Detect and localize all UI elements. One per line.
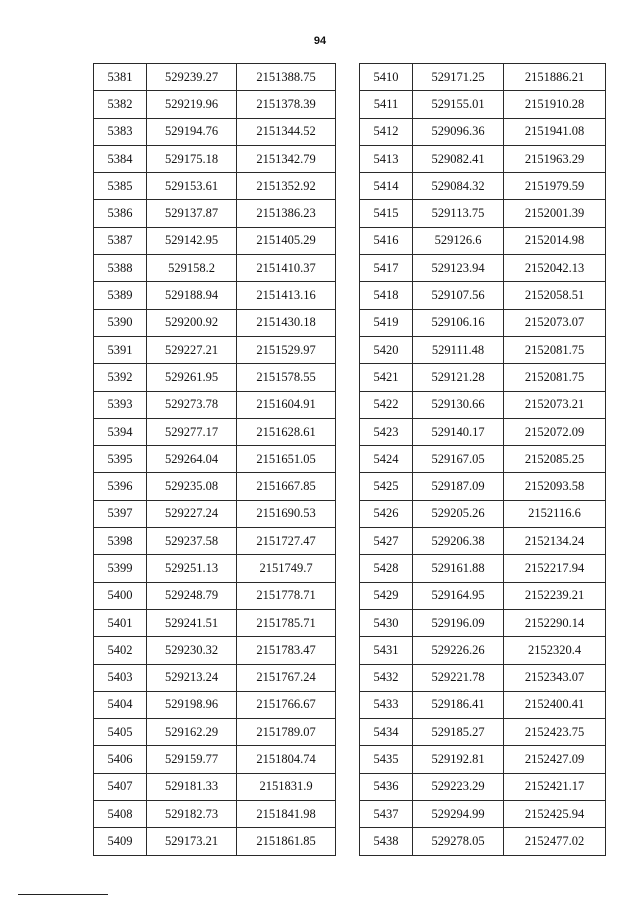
y-coordinate-cell: 2152072.09 (504, 418, 606, 445)
x-coordinate-cell: 529142.95 (147, 227, 237, 254)
x-coordinate-cell: 529161.88 (413, 555, 504, 582)
y-coordinate-cell: 2152081.75 (504, 336, 606, 363)
y-coordinate-cell: 2151979.59 (504, 173, 606, 200)
x-coordinate-cell: 529227.24 (147, 500, 237, 527)
table-row (94, 828, 336, 855)
y-coordinate-cell: 2152058.51 (504, 282, 606, 309)
y-coordinate-cell: 2151344.52 (237, 118, 336, 145)
x-coordinate-cell: 529241.51 (147, 609, 237, 636)
table-row (94, 473, 336, 500)
y-coordinate-cell: 2152014.98 (504, 227, 606, 254)
point-number-cell: 5429 (360, 582, 413, 609)
y-coordinate-cell: 2152423.75 (504, 719, 606, 746)
point-number-cell: 5384 (94, 145, 147, 172)
x-coordinate-cell: 529167.05 (413, 446, 504, 473)
table-row (360, 609, 606, 636)
point-number-cell: 5409 (94, 828, 147, 855)
y-coordinate-cell: 2151861.85 (237, 828, 336, 855)
table-row (94, 200, 336, 227)
x-coordinate-cell: 529182.73 (147, 801, 237, 828)
point-number-cell: 5390 (94, 309, 147, 336)
x-coordinate-cell: 529294.99 (413, 801, 504, 828)
x-coordinate-cell: 529223.29 (413, 773, 504, 800)
point-number-cell: 5399 (94, 555, 147, 582)
y-coordinate-cell: 2151352.92 (237, 173, 336, 200)
point-number-cell: 5431 (360, 637, 413, 664)
point-number-cell: 5396 (94, 473, 147, 500)
point-number-cell: 5419 (360, 309, 413, 336)
y-coordinate-cell: 2151841.98 (237, 801, 336, 828)
x-coordinate-cell: 529113.75 (413, 200, 504, 227)
y-coordinate-cell: 2151941.08 (504, 118, 606, 145)
y-coordinate-cell: 2152001.39 (504, 200, 606, 227)
table-row (94, 555, 336, 582)
point-number-cell: 5436 (360, 773, 413, 800)
point-number-cell: 5397 (94, 500, 147, 527)
y-coordinate-cell: 2152081.75 (504, 364, 606, 391)
table-row (94, 609, 336, 636)
table-row (94, 227, 336, 254)
x-coordinate-cell: 529121.28 (413, 364, 504, 391)
point-number-cell: 5383 (94, 118, 147, 145)
table-row (360, 418, 606, 445)
y-coordinate-cell: 2151410.37 (237, 255, 336, 282)
point-number-cell: 5435 (360, 746, 413, 773)
point-number-cell: 5386 (94, 200, 147, 227)
table-row (94, 391, 336, 418)
x-coordinate-cell: 529130.66 (413, 391, 504, 418)
y-coordinate-cell: 2152134.24 (504, 528, 606, 555)
y-coordinate-cell: 2152421.17 (504, 773, 606, 800)
x-coordinate-cell: 529084.32 (413, 173, 504, 200)
x-coordinate-cell: 529227.21 (147, 336, 237, 363)
point-number-cell: 5401 (94, 609, 147, 636)
x-coordinate-cell: 529235.08 (147, 473, 237, 500)
table-row (360, 227, 606, 254)
x-coordinate-cell: 529194.76 (147, 118, 237, 145)
table-row (360, 555, 606, 582)
point-number-cell: 5408 (94, 801, 147, 828)
point-number-cell: 5400 (94, 582, 147, 609)
y-coordinate-cell: 2151767.24 (237, 664, 336, 691)
table-row (94, 691, 336, 718)
table-row (94, 719, 336, 746)
point-number-cell: 5402 (94, 637, 147, 664)
point-number-cell: 5398 (94, 528, 147, 555)
point-number-cell: 5424 (360, 446, 413, 473)
table-row (94, 64, 336, 91)
point-number-cell: 5389 (94, 282, 147, 309)
y-coordinate-cell: 2151342.79 (237, 145, 336, 172)
footnote-divider (18, 894, 108, 895)
table-row (360, 91, 606, 118)
y-coordinate-cell: 2151651.05 (237, 446, 336, 473)
y-coordinate-cell: 2152400.41 (504, 691, 606, 718)
y-coordinate-cell: 2151405.29 (237, 227, 336, 254)
table-row (94, 664, 336, 691)
point-number-cell: 5391 (94, 336, 147, 363)
point-number-cell: 5422 (360, 391, 413, 418)
y-coordinate-cell: 2152042.13 (504, 255, 606, 282)
x-coordinate-cell: 529264.04 (147, 446, 237, 473)
x-coordinate-cell: 529206.38 (413, 528, 504, 555)
table-row (360, 145, 606, 172)
y-coordinate-cell: 2151604.91 (237, 391, 336, 418)
table-row (94, 145, 336, 172)
point-number-cell: 5392 (94, 364, 147, 391)
y-coordinate-cell: 2152073.21 (504, 391, 606, 418)
x-coordinate-cell: 529237.58 (147, 528, 237, 555)
table-row (360, 691, 606, 718)
point-number-cell: 5414 (360, 173, 413, 200)
point-number-cell: 5385 (94, 173, 147, 200)
point-number-cell: 5382 (94, 91, 147, 118)
x-coordinate-cell: 529219.96 (147, 91, 237, 118)
table-row (360, 255, 606, 282)
x-coordinate-cell: 529096.36 (413, 118, 504, 145)
point-number-cell: 5426 (360, 500, 413, 527)
point-number-cell: 5395 (94, 446, 147, 473)
table-row (360, 200, 606, 227)
point-number-cell: 5425 (360, 473, 413, 500)
x-coordinate-cell: 529159.77 (147, 746, 237, 773)
table-row (94, 173, 336, 200)
y-coordinate-cell: 2151804.74 (237, 746, 336, 773)
y-coordinate-cell: 2151783.47 (237, 637, 336, 664)
x-coordinate-cell: 529111.48 (413, 336, 504, 363)
x-coordinate-cell: 529162.29 (147, 719, 237, 746)
x-coordinate-cell: 529175.18 (147, 145, 237, 172)
table-row (94, 582, 336, 609)
table-row (94, 282, 336, 309)
x-coordinate-cell: 529185.27 (413, 719, 504, 746)
point-number-cell: 5405 (94, 719, 147, 746)
table-row (360, 173, 606, 200)
x-coordinate-cell: 529153.61 (147, 173, 237, 200)
y-coordinate-cell: 2151430.18 (237, 309, 336, 336)
x-coordinate-cell: 529155.01 (413, 91, 504, 118)
point-number-cell: 5420 (360, 336, 413, 363)
point-number-cell: 5423 (360, 418, 413, 445)
x-coordinate-cell: 529278.05 (413, 828, 504, 855)
table-row (360, 282, 606, 309)
table-row (360, 582, 606, 609)
table-row (360, 746, 606, 773)
table-row (360, 664, 606, 691)
table-row (360, 637, 606, 664)
x-coordinate-cell: 529181.33 (147, 773, 237, 800)
table-row (94, 773, 336, 800)
point-number-cell: 5430 (360, 609, 413, 636)
table-row (360, 801, 606, 828)
table-row (94, 418, 336, 445)
point-number-cell: 5393 (94, 391, 147, 418)
point-number-cell: 5438 (360, 828, 413, 855)
y-coordinate-cell: 2151690.53 (237, 500, 336, 527)
coordinate-table-right (359, 63, 606, 856)
x-coordinate-cell: 529173.21 (147, 828, 237, 855)
y-coordinate-cell: 2152093.58 (504, 473, 606, 500)
y-coordinate-cell: 2152116.6 (504, 500, 606, 527)
x-coordinate-cell: 529230.32 (147, 637, 237, 664)
point-number-cell: 5415 (360, 200, 413, 227)
x-coordinate-cell: 529196.09 (413, 609, 504, 636)
point-number-cell: 5411 (360, 91, 413, 118)
x-coordinate-cell: 529137.87 (147, 200, 237, 227)
table-row (360, 446, 606, 473)
point-number-cell: 5381 (94, 64, 147, 91)
y-coordinate-cell: 2152320.4 (504, 637, 606, 664)
x-coordinate-cell: 529106.16 (413, 309, 504, 336)
table-row (360, 500, 606, 527)
x-coordinate-cell: 529261.95 (147, 364, 237, 391)
y-coordinate-cell: 2151578.55 (237, 364, 336, 391)
point-number-cell: 5387 (94, 227, 147, 254)
y-coordinate-cell: 2152343.07 (504, 664, 606, 691)
point-number-cell: 5388 (94, 255, 147, 282)
table-row (360, 118, 606, 145)
point-number-cell: 5410 (360, 64, 413, 91)
y-coordinate-cell: 2152477.02 (504, 828, 606, 855)
point-number-cell: 5394 (94, 418, 147, 445)
x-coordinate-cell: 529164.95 (413, 582, 504, 609)
y-coordinate-cell: 2151963.29 (504, 145, 606, 172)
y-coordinate-cell: 2151886.21 (504, 64, 606, 91)
table-row (94, 255, 336, 282)
x-coordinate-cell: 529248.79 (147, 582, 237, 609)
y-coordinate-cell: 2152425.94 (504, 801, 606, 828)
y-coordinate-cell: 2151667.85 (237, 473, 336, 500)
table-row (360, 528, 606, 555)
point-number-cell: 5404 (94, 691, 147, 718)
table-row (94, 336, 336, 363)
table-row (94, 309, 336, 336)
x-coordinate-cell: 529198.96 (147, 691, 237, 718)
y-coordinate-cell: 2152073.07 (504, 309, 606, 336)
x-coordinate-cell: 529123.94 (413, 255, 504, 282)
point-number-cell: 5403 (94, 664, 147, 691)
point-number-cell: 5434 (360, 719, 413, 746)
table-row (94, 91, 336, 118)
y-coordinate-cell: 2152290.14 (504, 609, 606, 636)
table-row (94, 528, 336, 555)
x-coordinate-cell: 529200.92 (147, 309, 237, 336)
y-coordinate-cell: 2152239.21 (504, 582, 606, 609)
y-coordinate-cell: 2151785.71 (237, 609, 336, 636)
table-row (94, 637, 336, 664)
x-coordinate-cell: 529277.17 (147, 418, 237, 445)
table-row (360, 309, 606, 336)
y-coordinate-cell: 2151529.97 (237, 336, 336, 363)
y-coordinate-cell: 2152217.94 (504, 555, 606, 582)
table-row (360, 473, 606, 500)
table-row (360, 364, 606, 391)
y-coordinate-cell: 2152085.25 (504, 446, 606, 473)
y-coordinate-cell: 2151378.39 (237, 91, 336, 118)
table-row (360, 773, 606, 800)
x-coordinate-cell: 529205.26 (413, 500, 504, 527)
point-number-cell: 5428 (360, 555, 413, 582)
x-coordinate-cell: 529187.09 (413, 473, 504, 500)
x-coordinate-cell: 529188.94 (147, 282, 237, 309)
point-number-cell: 5421 (360, 364, 413, 391)
y-coordinate-cell: 2151413.16 (237, 282, 336, 309)
y-coordinate-cell: 2151789.07 (237, 719, 336, 746)
y-coordinate-cell: 2151628.61 (237, 418, 336, 445)
x-coordinate-cell: 529082.41 (413, 145, 504, 172)
x-coordinate-cell: 529140.17 (413, 418, 504, 445)
point-number-cell: 5413 (360, 145, 413, 172)
x-coordinate-cell: 529126.6 (413, 227, 504, 254)
x-coordinate-cell: 529273.78 (147, 391, 237, 418)
point-number-cell: 5433 (360, 691, 413, 718)
point-number-cell: 5406 (94, 746, 147, 773)
y-coordinate-cell: 2152427.09 (504, 746, 606, 773)
x-coordinate-cell: 529213.24 (147, 664, 237, 691)
page-number: 94 (313, 35, 327, 47)
x-coordinate-cell: 529192.81 (413, 746, 504, 773)
table-row (94, 746, 336, 773)
point-number-cell: 5417 (360, 255, 413, 282)
table-row (94, 500, 336, 527)
x-coordinate-cell: 529107.56 (413, 282, 504, 309)
x-coordinate-cell: 529221.78 (413, 664, 504, 691)
y-coordinate-cell: 2151910.28 (504, 91, 606, 118)
x-coordinate-cell: 529158.2 (147, 255, 237, 282)
coordinate-table-left (93, 63, 336, 856)
y-coordinate-cell: 2151766.67 (237, 691, 336, 718)
table-row (94, 118, 336, 145)
table-row (360, 64, 606, 91)
x-coordinate-cell: 529171.25 (413, 64, 504, 91)
table-row (94, 364, 336, 391)
y-coordinate-cell: 2151831.9 (237, 773, 336, 800)
y-coordinate-cell: 2151386.23 (237, 200, 336, 227)
table-row (360, 828, 606, 855)
point-number-cell: 5437 (360, 801, 413, 828)
y-coordinate-cell: 2151727.47 (237, 528, 336, 555)
table-row (360, 391, 606, 418)
point-number-cell: 5418 (360, 282, 413, 309)
point-number-cell: 5432 (360, 664, 413, 691)
table-row (94, 801, 336, 828)
point-number-cell: 5427 (360, 528, 413, 555)
x-coordinate-cell: 529251.13 (147, 555, 237, 582)
point-number-cell: 5416 (360, 227, 413, 254)
y-coordinate-cell: 2151749.7 (237, 555, 336, 582)
y-coordinate-cell: 2151388.75 (237, 64, 336, 91)
table-row (360, 719, 606, 746)
y-coordinate-cell: 2151778.71 (237, 582, 336, 609)
x-coordinate-cell: 529239.27 (147, 64, 237, 91)
table-row (94, 446, 336, 473)
point-number-cell: 5412 (360, 118, 413, 145)
x-coordinate-cell: 529186.41 (413, 691, 504, 718)
x-coordinate-cell: 529226.26 (413, 637, 504, 664)
table-row (360, 336, 606, 363)
point-number-cell: 5407 (94, 773, 147, 800)
